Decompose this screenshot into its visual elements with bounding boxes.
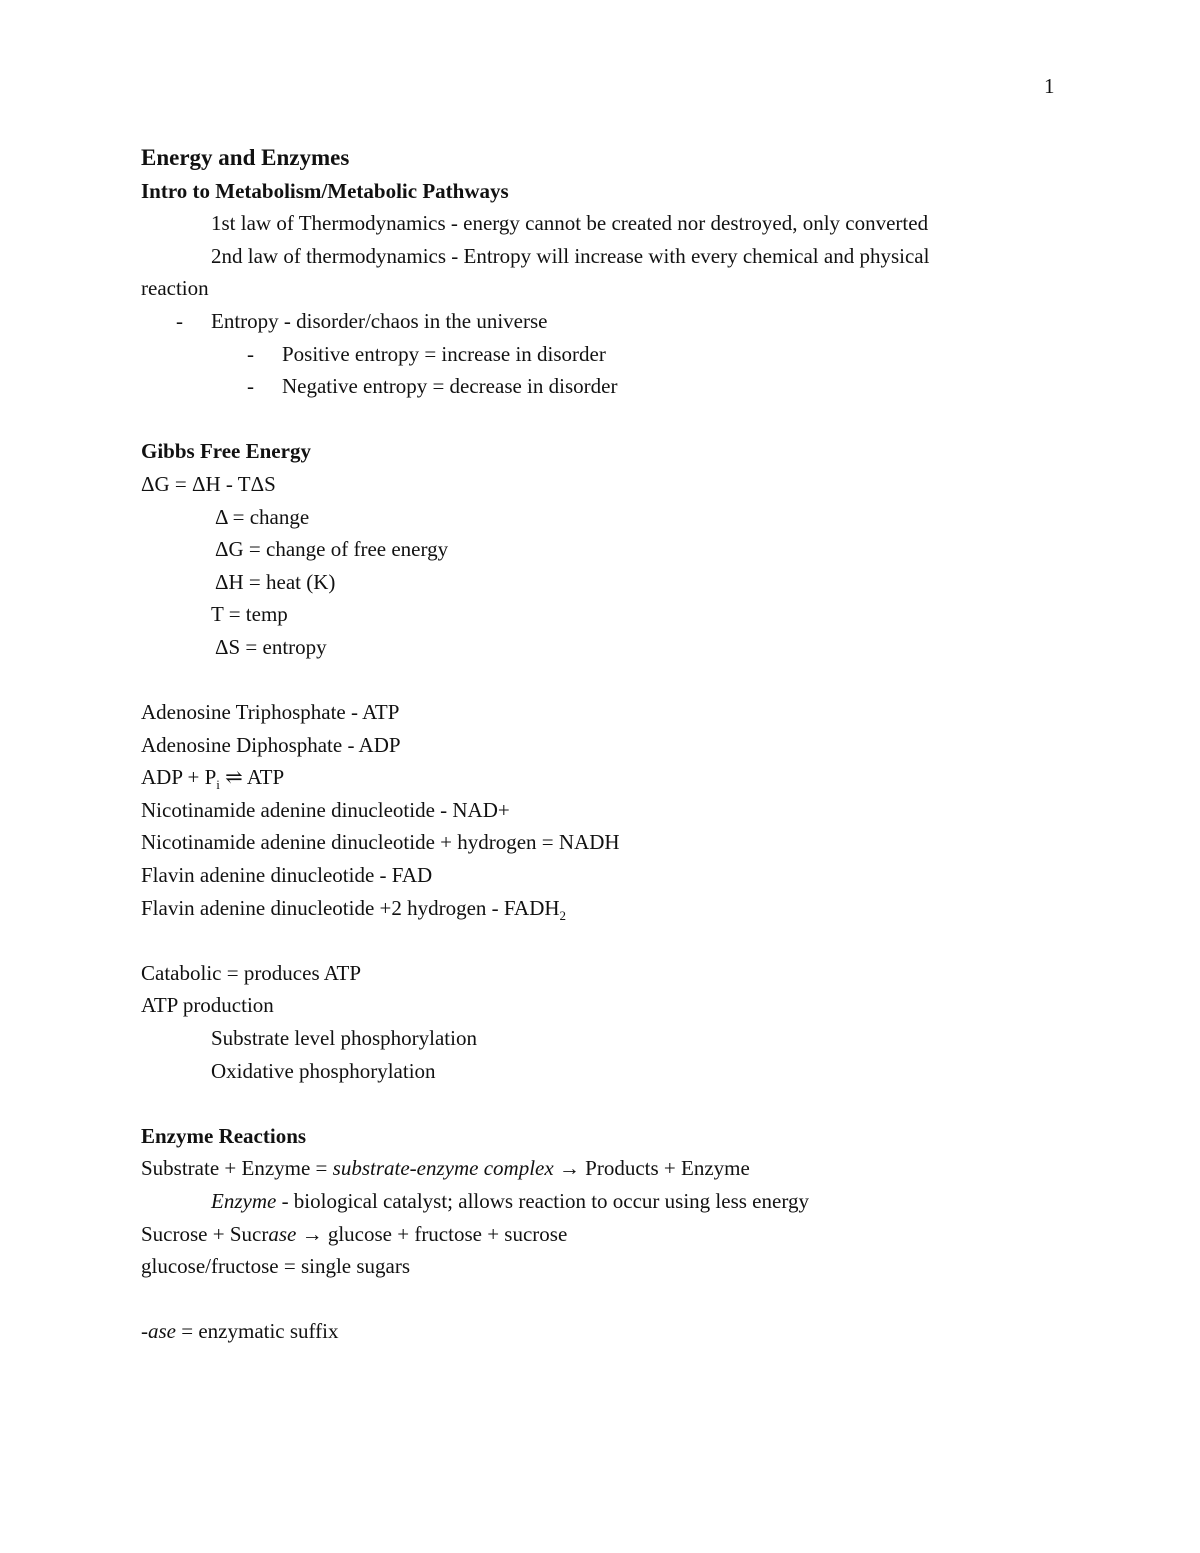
atp-production-line: ATP production bbox=[141, 993, 274, 1018]
bullet-dash: - bbox=[247, 341, 254, 366]
gibbs-def-h: ΔH = heat (K) bbox=[215, 569, 336, 594]
adp-eq-subscript: i bbox=[216, 777, 220, 793]
entropy-text: Entropy - disorder/chaos in the universe bbox=[211, 308, 548, 333]
reaction-complex: substrate-enzyme complex bbox=[332, 1156, 554, 1181]
reaction-part-a: Substrate + Enzyme = bbox=[141, 1156, 333, 1181]
enzyme-term: Enzyme bbox=[211, 1189, 277, 1213]
suffix-definition: = enzymatic suffix bbox=[176, 1319, 339, 1344]
oxidative-line: Oxidative phosphorylation bbox=[211, 1058, 436, 1083]
bullet-dash: - bbox=[247, 374, 254, 399]
fad-line: Flavin adenine dinucleotide - FAD bbox=[141, 863, 433, 888]
nad-line: Nicotinamide adenine dinucleotide - NAD+ bbox=[141, 797, 510, 822]
gibbs-def-g: ΔG = change of free energy bbox=[215, 537, 449, 562]
positive-entropy-text: Positive entropy = increase in disorder bbox=[282, 341, 606, 366]
reaction-part-c: → Products + Enzyme bbox=[553, 1156, 750, 1181]
spacer bbox=[141, 1283, 1061, 1316]
suffix-term: -ase bbox=[141, 1319, 176, 1344]
fadh-main: Flavin adenine dinucleotide +2 hydrogen - FADH bbox=[141, 895, 560, 920]
gibbs-heading: Gibbs Free Energy bbox=[141, 439, 311, 464]
sucrose-part-a: Sucrose + Sucr bbox=[141, 1221, 269, 1246]
fadh-subscript: 2 bbox=[559, 907, 567, 923]
enzyme-definition: - biological catalyst; allows reaction to occur using less energy bbox=[276, 1189, 809, 1213]
catabolic-line: Catabolic = produces ATP bbox=[141, 960, 362, 985]
fadh-line bbox=[141, 892, 1061, 925]
suffix-line bbox=[141, 1315, 1061, 1348]
second-law-continuation: reaction bbox=[141, 276, 209, 301]
document-body bbox=[141, 142, 1061, 1348]
single-sugars-line: glucose/fructose = single sugars bbox=[141, 1254, 411, 1279]
positive-entropy-bullet bbox=[141, 338, 1061, 371]
bullet-dash: - bbox=[176, 308, 183, 333]
gibbs-def-s: ΔS = entropy bbox=[215, 634, 327, 659]
spacer bbox=[141, 403, 1061, 436]
gibbs-def-delta: Δ = change bbox=[215, 504, 310, 529]
entropy-bullet bbox=[141, 305, 1061, 338]
first-law-line: 1st law of Thermodynamics - energy cannot be created nor destroyed, only converted bbox=[211, 211, 929, 236]
enzyme-definition-line bbox=[141, 1185, 1061, 1218]
adp-eq-right: ⇌ ATP bbox=[219, 765, 285, 790]
enzyme-reaction-line bbox=[141, 1152, 1061, 1185]
adp-equation bbox=[141, 761, 1061, 794]
spacer bbox=[141, 664, 1061, 697]
substrate-level-line: Substrate level phosphorylation bbox=[211, 1026, 477, 1051]
document-title: Energy and Enzymes bbox=[141, 145, 350, 170]
adp-eq-left: ADP + P bbox=[141, 765, 217, 790]
page-number: 1 bbox=[1044, 74, 1055, 98]
atp-line: Adenosine Triphosphate - ATP bbox=[141, 700, 400, 725]
gibbs-equation: ΔG = ΔH - TΔS bbox=[141, 471, 276, 496]
negative-entropy-bullet bbox=[141, 370, 1061, 403]
sucrose-suffix: ase bbox=[268, 1221, 297, 1246]
sucrose-part-c: → glucose + fructose + sucrose bbox=[296, 1221, 568, 1246]
spacer bbox=[141, 924, 1061, 957]
sucrose-reaction-line bbox=[141, 1218, 1061, 1251]
gibbs-def-t: T = temp bbox=[211, 602, 288, 627]
adp-line: Adenosine Diphosphate - ADP bbox=[141, 732, 401, 757]
nadh-line: Nicotinamide adenine dinucleotide + hydrogen = NADH bbox=[141, 830, 620, 855]
negative-entropy-text: Negative entropy = decrease in disorder bbox=[282, 374, 618, 399]
enzyme-heading: Enzyme Reactions bbox=[141, 1123, 307, 1148]
spacer bbox=[141, 1087, 1061, 1120]
second-law-line: 2nd law of thermodynamics - Entropy will increase with every chemical and physical bbox=[211, 243, 930, 268]
metabolism-heading: Intro to Metabolism/Metabolic Pathways bbox=[141, 178, 509, 203]
